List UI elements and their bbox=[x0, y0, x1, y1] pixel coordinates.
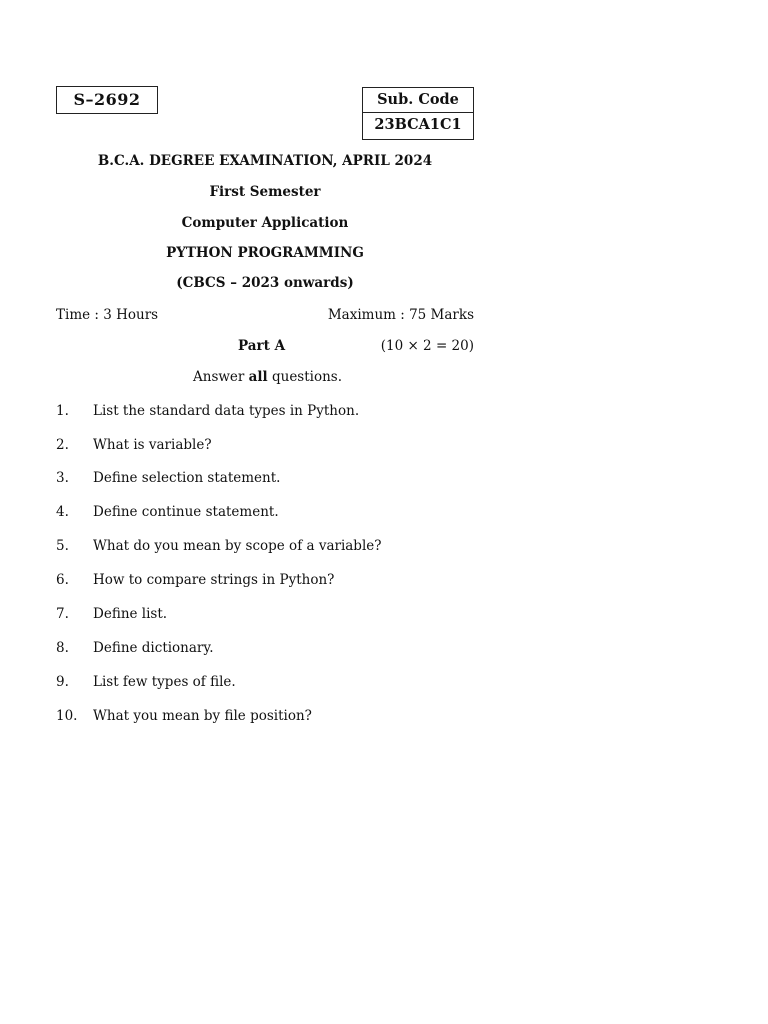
subject-title: PYTHON PROGRAMMING bbox=[166, 245, 364, 261]
question-number: 7. bbox=[56, 606, 69, 622]
instruction-suffix: questions. bbox=[267, 369, 343, 385]
answer-instruction bbox=[193, 369, 342, 385]
instruction-prefix: Answer bbox=[193, 369, 249, 385]
semester-title: First Semester bbox=[209, 184, 321, 200]
question-number: 3. bbox=[56, 470, 69, 486]
question-number: 5. bbox=[56, 538, 69, 554]
question-number: 8. bbox=[56, 640, 69, 656]
question-text: List few types of file. bbox=[93, 674, 236, 690]
part-a-heading: Part A bbox=[238, 338, 286, 354]
department-title: Computer Application bbox=[181, 215, 349, 231]
question-number: 6. bbox=[56, 572, 69, 588]
question-number: 4. bbox=[56, 504, 69, 520]
scheme-title: (CBCS – 2023 onwards) bbox=[176, 275, 354, 291]
sub-code-table bbox=[362, 87, 474, 140]
exam-title: B.C.A. DEGREE EXAMINATION, APRIL 2024 bbox=[97, 153, 433, 169]
question-text: List the standard data types in Python. bbox=[93, 403, 360, 419]
question-number: 2. bbox=[56, 437, 69, 453]
question-number: 1. bbox=[56, 403, 69, 419]
question-text: Define continue statement. bbox=[93, 504, 279, 520]
time-label: Time : 3 Hours bbox=[56, 307, 159, 323]
question-text: Define list. bbox=[93, 606, 168, 622]
sub-code-label: Sub. Code bbox=[377, 91, 459, 108]
question-text: What is variable? bbox=[93, 437, 212, 453]
question-text: How to compare strings in Python? bbox=[93, 572, 335, 588]
question-text: Define selection statement. bbox=[93, 470, 281, 486]
question-text: What you mean by file position? bbox=[93, 708, 312, 724]
part-a-marks: (10 × 2 = 20) bbox=[380, 338, 474, 354]
instruction-emphasis: all bbox=[248, 369, 268, 385]
question-text: What do you mean by scope of a variable? bbox=[93, 538, 382, 554]
max-marks-label: Maximum : 75 Marks bbox=[327, 307, 474, 323]
question-number: 10. bbox=[56, 708, 78, 724]
paper-code-box: S–2692 bbox=[56, 86, 158, 114]
question-number: 9. bbox=[56, 674, 69, 690]
question-text: Define dictionary. bbox=[93, 640, 214, 656]
sub-code-value: 23BCA1C1 bbox=[363, 112, 473, 139]
